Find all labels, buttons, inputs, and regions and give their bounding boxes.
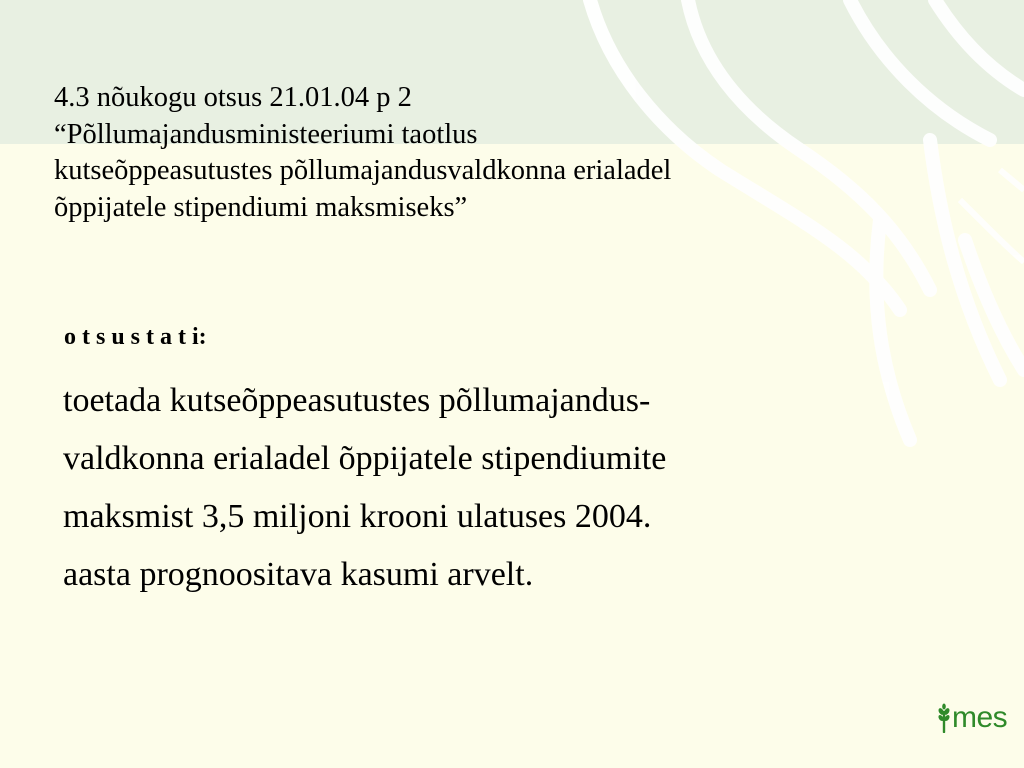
mes-logo [937, 697, 1007, 733]
decision-line: toetada kutseõppeasutustes põllumajandus- [63, 382, 651, 419]
decision-line: aasta prognoositava kasumi arvelt. [63, 556, 534, 593]
wheat-sprout-icon [937, 703, 951, 733]
decision-text [63, 372, 963, 604]
decision-label: o t s u s t a t i: [64, 324, 207, 350]
decision-line: valdkonna erialadel õppijatele stipendiumite [63, 440, 667, 477]
slide-title: 4.3 nõukogu otsus 21.01.04 p 2 “Põllumajandusministeeriumi taotlus kutseõppeasutustes põllumajandusvaldkonna erialadel õppijatele stipendiumi maksmiseks” [54, 82, 672, 223]
decision-line: maksmist 3,5 miljoni krooni ulatuses 2004. [63, 498, 652, 535]
logo-text: mes [952, 701, 1008, 734]
